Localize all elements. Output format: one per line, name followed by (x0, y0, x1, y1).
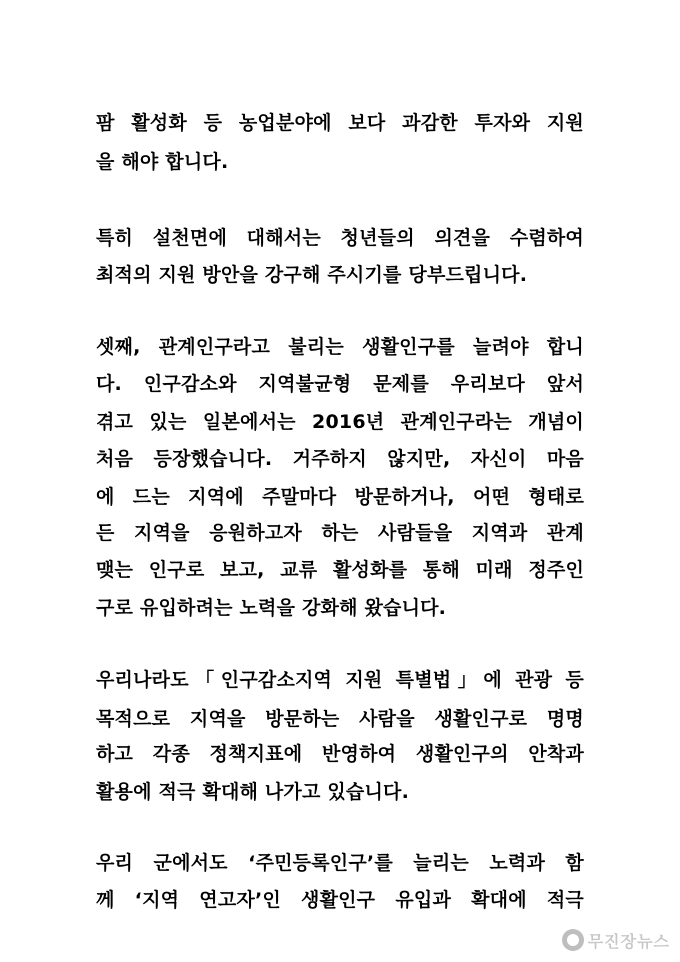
paragraph-3-line-1: 셋째, 관계인구라고 불리는 생활인구를 늘려야 합니 (96, 336, 584, 358)
news-logo-icon (562, 929, 584, 951)
paragraph-3-line-3: 겪고 있는 일본에서는 2016년 관계인구라는 개념이 (96, 411, 584, 433)
watermark (562, 928, 670, 952)
paragraph-4-line-4: 활용에 적극 확대해 나가고 있습니다. (96, 781, 409, 803)
watermark-text: 무진장뉴스 (587, 931, 670, 951)
paragraph-1-line-1: 팜 활성화 등 농업분야에 보다 과감한 투자와 지원 (96, 112, 584, 134)
paragraph-3-line-5: 에 드는 지역에 주말마다 방문하거나, 어떤 형태로 (96, 486, 584, 508)
paragraph-1-line-2: 을 해야 합니다. (96, 151, 229, 173)
paragraph-4-line-2: 목적으로 지역을 방문하는 사람을 생활인구로 명명 (96, 708, 584, 730)
paragraph-3-line-4: 처음 등장했습니다. 거주하지 않지만, 자신이 마음 (96, 448, 584, 470)
paragraph-2-line-2: 최적의 지원 방안을 강구해 주시기를 당부드립니다. (96, 264, 528, 286)
paragraph-5-line-2: 께 ‘지역 연고자’인 생활인구 유입과 확대에 적극 (96, 889, 584, 911)
paragraph-3-line-2: 다. 인구감소와 지역불균형 문제를 우리보다 앞서 (96, 373, 584, 395)
paragraph-4-line-3: 하고 각종 정책지표에 반영하여 생활인구의 안착과 (96, 743, 584, 765)
paragraph-4-line-1: 우리나라도「인구감소지역 지원 특별법」에 관광 등 (96, 669, 584, 691)
paragraph-3-line-6: 든 지역을 응원하고자 하는 사람들을 지역과 관계 (96, 522, 584, 544)
paragraph-3-line-7: 맺는 인구로 보고, 교류 활성화를 통해 미래 정주인 (96, 559, 584, 581)
paragraph-5-line-1: 우리 군에서도 ‘주민등록인구’를 늘리는 노력과 함 (96, 852, 584, 874)
paragraph-2-line-1: 특히 설천면에 대해서는 청년들의 의견을 수렴하여 (96, 227, 584, 249)
paragraph-3-line-8: 구로 유입하려는 노력을 강화해 왔습니다. (96, 597, 447, 619)
